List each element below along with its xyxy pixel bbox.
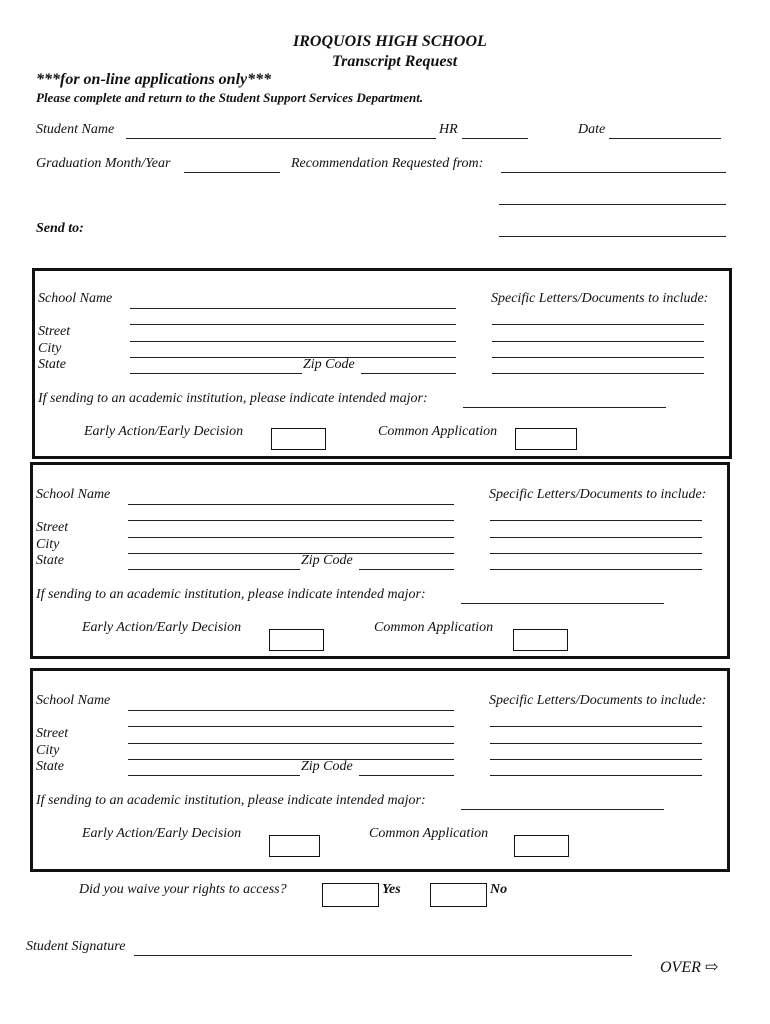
city-label: City — [38, 341, 62, 356]
school-name-label: School Name — [36, 487, 111, 502]
waiver-question: Did you waive your rights to access? — [79, 882, 287, 897]
zip-field[interactable] — [359, 775, 454, 776]
state-field[interactable] — [128, 775, 300, 776]
school-name-field-2[interactable] — [128, 726, 454, 727]
school-section-3 — [30, 668, 730, 872]
waiver-yes-label: Yes — [382, 882, 401, 897]
documents-field-1[interactable] — [490, 520, 702, 521]
early-action-label: Early Action/Early Decision — [84, 424, 244, 439]
major-label: If sending to an academic institution, please indicate intended major: — [36, 793, 426, 808]
school-name-field[interactable] — [128, 710, 454, 711]
school-section-2 — [30, 462, 730, 659]
date-field[interactable] — [609, 138, 721, 139]
major-label: If sending to an academic institution, please indicate intended major: — [38, 391, 428, 406]
state-field[interactable] — [130, 373, 302, 374]
documents-label: Specific Letters/Documents to include: — [489, 693, 707, 708]
zip-field[interactable] — [359, 569, 454, 570]
major-field[interactable] — [461, 809, 664, 810]
state-label: State — [38, 357, 66, 372]
recommendation-field-1[interactable] — [501, 172, 726, 173]
school-name-label: School Name — [38, 291, 113, 306]
form-title: Transcript Request — [332, 53, 458, 70]
common-app-label: Common Application — [374, 620, 494, 635]
major-label: If sending to an academic institution, please indicate intended major: — [36, 587, 426, 602]
common-app-checkbox[interactable] — [513, 629, 568, 651]
city-label: City — [36, 743, 60, 758]
school-name-label: School Name — [36, 693, 111, 708]
documents-field-4[interactable] — [490, 569, 702, 570]
hr-field[interactable] — [462, 138, 528, 139]
street-label: Street — [36, 726, 69, 741]
documents-field-2[interactable] — [490, 743, 702, 744]
signature-field[interactable] — [134, 955, 632, 956]
date-label: Date — [578, 122, 606, 137]
major-field[interactable] — [463, 407, 666, 408]
hr-label: HR — [439, 122, 458, 137]
student-name-label: Student Name — [36, 122, 115, 137]
zip-label: Zip Code — [303, 357, 355, 372]
documents-field-4[interactable] — [490, 775, 702, 776]
school-name-field-2[interactable] — [128, 520, 454, 521]
common-app-label: Common Application — [369, 826, 489, 841]
state-field[interactable] — [128, 569, 300, 570]
graduation-label: Graduation Month/Year — [36, 156, 171, 171]
zip-field[interactable] — [361, 373, 456, 374]
school-name-field-2[interactable] — [130, 324, 456, 325]
street-label: Street — [36, 520, 69, 535]
common-app-label: Common Application — [378, 424, 498, 439]
state-label: State — [36, 759, 64, 774]
city-label: City — [36, 537, 60, 552]
early-action-checkbox[interactable] — [271, 428, 326, 450]
common-app-checkbox[interactable] — [515, 428, 577, 450]
city-field[interactable] — [128, 553, 454, 554]
recommendation-field-3[interactable] — [499, 236, 726, 237]
street-field[interactable] — [128, 743, 454, 744]
documents-field-2[interactable] — [490, 537, 702, 538]
over-label: OVER ⇨ — [660, 959, 719, 976]
waiver-no-checkbox[interactable] — [430, 883, 487, 907]
waiver-yes-checkbox[interactable] — [322, 883, 379, 907]
send-to-label: Send to: — [36, 221, 84, 236]
street-label: Street — [38, 324, 71, 339]
early-action-label: Early Action/Early Decision — [82, 620, 242, 635]
school-section-1 — [32, 268, 732, 459]
online-note: ***for on-line applications only*** — [36, 71, 272, 88]
zip-label: Zip Code — [301, 759, 353, 774]
documents-field-1[interactable] — [492, 324, 704, 325]
documents-field-3[interactable] — [492, 357, 704, 358]
common-app-checkbox[interactable] — [514, 835, 569, 857]
student-name-field[interactable] — [126, 138, 436, 139]
documents-field-2[interactable] — [492, 341, 704, 342]
school-name-field[interactable] — [130, 308, 456, 309]
documents-label: Specific Letters/Documents to include: — [491, 291, 709, 306]
instructions: Please complete and return to the Student Support Services Department. — [36, 90, 424, 105]
documents-field-3[interactable] — [490, 553, 702, 554]
recommendation-label: Recommendation Requested from: — [291, 156, 484, 171]
documents-field-1[interactable] — [490, 726, 702, 727]
school-title: IROQUOIS HIGH SCHOOL — [293, 33, 487, 50]
early-action-checkbox[interactable] — [269, 835, 320, 857]
signature-label: Student Signature — [26, 939, 126, 954]
state-label: State — [36, 553, 64, 568]
graduation-field[interactable] — [184, 172, 280, 173]
city-field[interactable] — [128, 759, 454, 760]
recommendation-field-2[interactable] — [499, 204, 726, 205]
school-name-field[interactable] — [128, 504, 454, 505]
early-action-label: Early Action/Early Decision — [82, 826, 242, 841]
street-field[interactable] — [128, 537, 454, 538]
major-field[interactable] — [461, 603, 664, 604]
early-action-checkbox[interactable] — [269, 629, 324, 651]
city-field[interactable] — [130, 357, 456, 358]
street-field[interactable] — [130, 341, 456, 342]
documents-field-4[interactable] — [492, 373, 704, 374]
documents-label: Specific Letters/Documents to include: — [489, 487, 707, 502]
zip-label: Zip Code — [301, 553, 353, 568]
waiver-no-label: No — [490, 882, 508, 897]
documents-field-3[interactable] — [490, 759, 702, 760]
